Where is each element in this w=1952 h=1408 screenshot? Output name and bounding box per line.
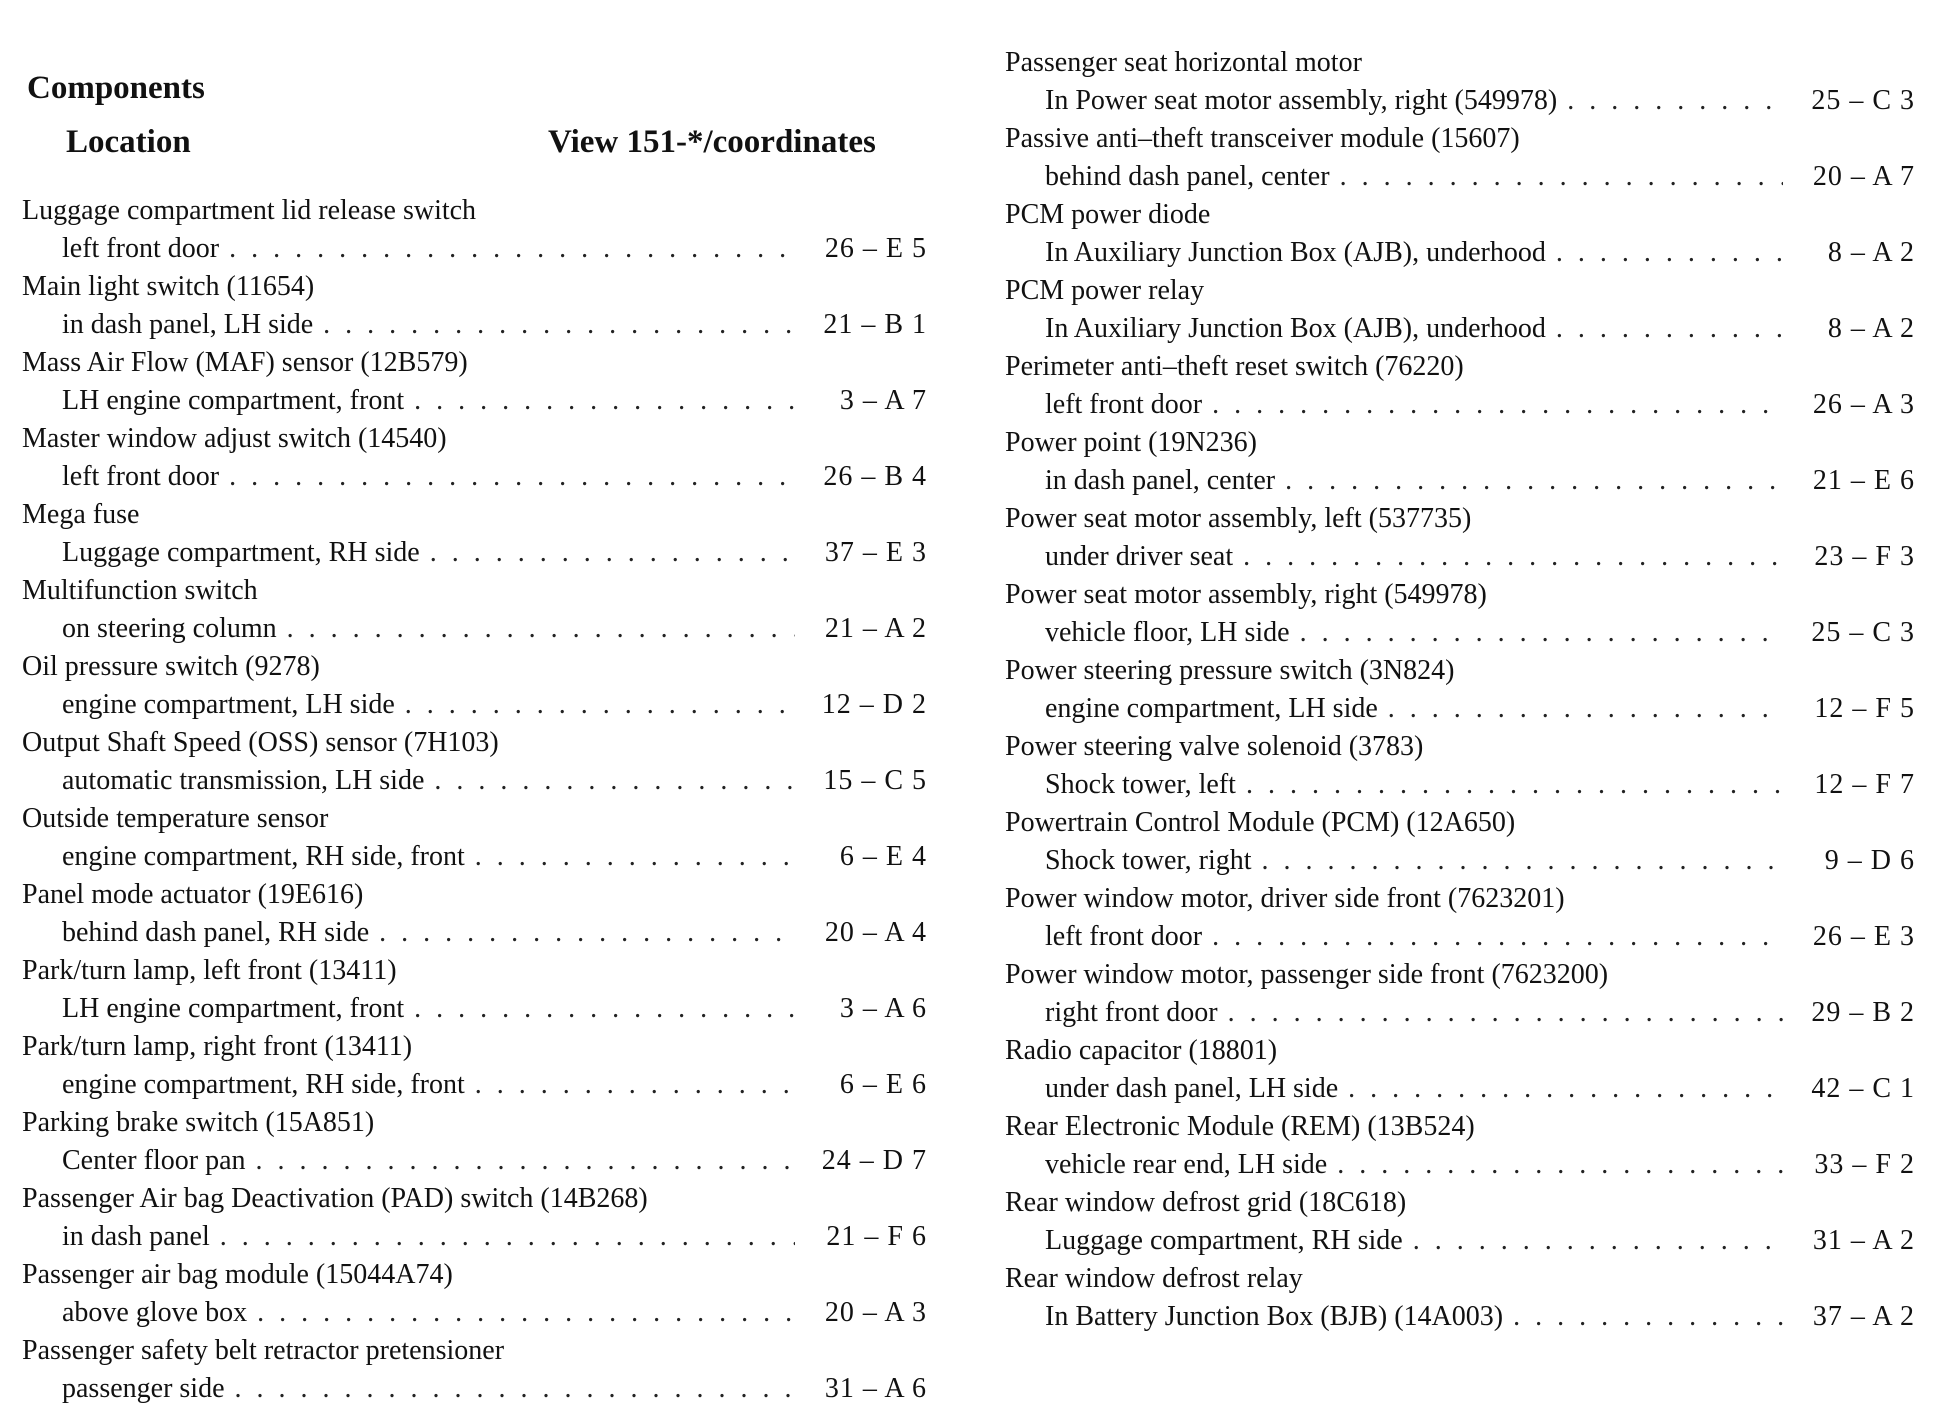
- dot-leader: [1228, 994, 1783, 1032]
- component-location: above glove box: [62, 1297, 248, 1328]
- component-entry: [1005, 44, 1915, 120]
- dot-leader: [1413, 1222, 1783, 1260]
- component-name: Power window motor, passenger side front (7623200): [1005, 959, 1609, 990]
- component-location: behind dash panel, RH side: [62, 917, 370, 948]
- view-coordinates: 42 – C 1: [1811, 1073, 1915, 1104]
- component-name: Perimeter anti–theft reset switch (76220): [1005, 351, 1464, 382]
- component-detail-row: [1005, 842, 1915, 880]
- component-detail-row: [22, 1294, 927, 1332]
- dot-leader: [414, 990, 795, 1028]
- component-entry: [22, 496, 927, 572]
- dot-leader: [1340, 158, 1783, 196]
- component-name: Passive anti–theft transceiver module (15607): [1005, 123, 1520, 154]
- view-coordinates: 26 – E 5: [824, 233, 927, 264]
- component-entry: [1005, 1108, 1915, 1184]
- location-column-header: Location: [66, 124, 191, 160]
- component-location: In Auxiliary Junction Box (AJB), underhood: [1045, 313, 1546, 344]
- dot-leader: [414, 382, 795, 420]
- view-coordinates: 29 – B 2: [1811, 997, 1915, 1028]
- component-detail-row: [1005, 386, 1915, 424]
- component-name: Multifunction switch: [22, 575, 258, 606]
- component-entry: [22, 1256, 927, 1332]
- component-location: under dash panel, LH side: [1045, 1073, 1339, 1104]
- component-location: vehicle rear end, LH side: [1045, 1149, 1328, 1180]
- component-detail-row: [22, 762, 927, 800]
- component-location: Shock tower, left: [1045, 769, 1236, 800]
- component-location: LH engine compartment, front: [62, 993, 405, 1024]
- dot-leader: [1243, 538, 1783, 576]
- component-location: engine compartment, LH side: [1045, 693, 1378, 724]
- view-coordinates: 21 – B 1: [823, 309, 927, 340]
- component-location: automatic transmission, LH side: [62, 765, 425, 796]
- dot-leader: [257, 1294, 795, 1332]
- component-entry: [1005, 120, 1915, 196]
- dot-leader: [287, 610, 795, 648]
- view-coordinates: 26 – B 4: [823, 461, 927, 492]
- component-location: vehicle floor, LH side: [1045, 617, 1290, 648]
- component-name: Output Shaft Speed (OSS) sensor (7H103): [22, 727, 499, 758]
- component-location: Shock tower, right: [1045, 845, 1252, 876]
- component-detail-row: [1005, 690, 1915, 728]
- view-coordinates: 12 – D 2: [821, 689, 927, 720]
- component-location: Luggage compartment, RH side: [62, 537, 420, 568]
- dot-leader: [379, 914, 795, 952]
- component-detail-row: [1005, 462, 1915, 500]
- component-name: Rear window defrost grid (18C618): [1005, 1187, 1407, 1218]
- dot-leader: [1337, 1146, 1783, 1184]
- component-location: on steering column: [62, 613, 277, 644]
- component-detail-row: [1005, 158, 1915, 196]
- dot-leader: [1348, 1070, 1783, 1108]
- component-name: Parking brake switch (15A851): [22, 1107, 375, 1138]
- component-detail-row: [22, 1142, 927, 1180]
- component-location: engine compartment, RH side, front: [62, 1069, 465, 1100]
- component-entry: [22, 648, 927, 724]
- view-coordinates: 25 – C 3: [1811, 617, 1915, 648]
- view-coordinates: 23 – F 3: [1814, 541, 1915, 572]
- component-detail-row: [22, 1066, 927, 1104]
- component-entry: [1005, 500, 1915, 576]
- component-name: Master window adjust switch (14540): [22, 423, 447, 454]
- component-detail-row: [1005, 1146, 1915, 1184]
- component-entry: [1005, 1032, 1915, 1108]
- component-entry: [1005, 956, 1915, 1032]
- component-location: right front door: [1045, 997, 1218, 1028]
- view-coordinates: 26 – A 3: [1812, 389, 1915, 420]
- component-detail-row: [1005, 234, 1915, 272]
- component-name: Power point (19N236): [1005, 427, 1257, 458]
- view-coordinates: 8 – A 2: [1827, 313, 1915, 344]
- component-entry: [22, 800, 927, 876]
- component-detail-row: [1005, 994, 1915, 1032]
- component-name: Park/turn lamp, left front (13411): [22, 955, 397, 986]
- component-entry: [22, 1332, 927, 1408]
- component-name: Power steering pressure switch (3N824): [1005, 655, 1455, 686]
- view-coordinates: 6 – E 4: [839, 841, 927, 872]
- component-entry: [22, 876, 927, 952]
- component-name: Power seat motor assembly, right (549978): [1005, 579, 1487, 610]
- component-entry: [1005, 652, 1915, 728]
- component-detail-row: [22, 686, 927, 724]
- component-name: Mass Air Flow (MAF) sensor (12B579): [22, 347, 468, 378]
- dot-leader: [475, 1066, 795, 1104]
- component-name: Main light switch (11654): [22, 271, 315, 302]
- component-detail-row: [22, 838, 927, 876]
- component-location: In Auxiliary Junction Box (AJB), underhood: [1045, 237, 1546, 268]
- component-detail-row: [22, 458, 927, 496]
- component-location: left front door: [62, 461, 220, 492]
- dot-leader: [323, 306, 795, 344]
- component-location: In Battery Junction Box (BJB) (14A003): [1045, 1301, 1504, 1332]
- component-detail-row: [22, 306, 927, 344]
- view-coordinates: 12 – F 5: [1814, 693, 1915, 724]
- component-entry: [22, 952, 927, 1028]
- component-location: left front door: [62, 233, 220, 264]
- component-name: Luggage compartment lid release switch: [22, 195, 477, 226]
- component-location: left front door: [1045, 921, 1203, 952]
- component-detail-row: [22, 1218, 927, 1256]
- dot-leader: [1556, 310, 1783, 348]
- page-title: Components: [27, 70, 205, 106]
- component-entry: [22, 268, 927, 344]
- component-location: passenger side: [62, 1373, 225, 1404]
- component-detail-row: [1005, 538, 1915, 576]
- component-name: Rear window defrost relay: [1005, 1263, 1303, 1294]
- view-coordinates: 8 – A 2: [1827, 237, 1915, 268]
- component-name: Outside temperature sensor: [22, 803, 329, 834]
- dot-leader: [235, 1370, 795, 1408]
- component-detail-row: [22, 534, 927, 572]
- component-detail-row: [1005, 1222, 1915, 1260]
- dot-leader: [1300, 614, 1783, 652]
- component-detail-row: [22, 610, 927, 648]
- component-entry: [22, 1104, 927, 1180]
- component-name: PCM power diode: [1005, 199, 1211, 230]
- view-coordinates: 3 – A 6: [839, 993, 927, 1024]
- component-detail-row: [22, 1370, 927, 1408]
- component-name: PCM power relay: [1005, 275, 1205, 306]
- dot-leader: [1285, 462, 1783, 500]
- dot-leader: [1388, 690, 1783, 728]
- dot-leader: [434, 762, 795, 800]
- view-coordinates: 6 – E 6: [839, 1069, 927, 1100]
- component-location: left front door: [1045, 389, 1203, 420]
- component-entry: [1005, 1184, 1915, 1260]
- component-detail-row: [1005, 1298, 1915, 1336]
- component-location: engine compartment, LH side: [62, 689, 395, 720]
- component-entry: [22, 1028, 927, 1104]
- component-name: Rear Electronic Module (REM) (13B524): [1005, 1111, 1475, 1142]
- view-coordinates: 33 – F 2: [1814, 1149, 1915, 1180]
- component-name: Panel mode actuator (19E616): [22, 879, 364, 910]
- view-coordinates: 20 – A 4: [824, 917, 927, 948]
- dot-leader: [1262, 842, 1783, 880]
- component-location: In Power seat motor assembly, right (549978): [1045, 85, 1558, 116]
- view-coordinates: 9 – D 6: [1824, 845, 1915, 876]
- component-name: Passenger air bag module (15044A74): [22, 1259, 453, 1290]
- view-coordinates: 3 – A 7: [839, 385, 927, 416]
- component-name: Power steering valve solenoid (3783): [1005, 731, 1424, 762]
- dot-leader: [430, 534, 795, 572]
- view-coordinates: 20 – A 7: [1812, 161, 1915, 192]
- component-name: Park/turn lamp, right front (13411): [22, 1031, 413, 1062]
- component-detail-row: [1005, 918, 1915, 956]
- view-coordinates: 24 – D 7: [821, 1145, 927, 1176]
- component-entry: [1005, 272, 1915, 348]
- component-entry: [22, 420, 927, 496]
- dot-leader: [1513, 1298, 1783, 1336]
- right-component-list: [1005, 44, 1915, 1336]
- component-location: engine compartment, RH side, front: [62, 841, 465, 872]
- dot-leader: [1556, 234, 1783, 272]
- dot-leader: [405, 686, 795, 724]
- view-coordinates: 31 – A 6: [824, 1373, 927, 1404]
- view-coordinates-column-header: View 151-*/coordinates: [548, 124, 876, 160]
- component-detail-row: [22, 914, 927, 952]
- component-detail-row: [1005, 766, 1915, 804]
- dot-leader: [475, 838, 795, 876]
- view-coordinates: 21 – A 2: [824, 613, 927, 644]
- dot-leader: [1246, 766, 1783, 804]
- component-entry: [22, 192, 927, 268]
- dot-leader: [1212, 918, 1783, 956]
- view-coordinates: 21 – E 6: [1812, 465, 1915, 496]
- view-coordinates: 12 – F 7: [1814, 769, 1915, 800]
- component-entry: [22, 724, 927, 800]
- component-detail-row: [22, 382, 927, 420]
- component-entry: [1005, 348, 1915, 424]
- left-component-list: [22, 192, 927, 1408]
- dot-leader: [256, 1142, 796, 1180]
- component-detail-row: [22, 990, 927, 1028]
- component-detail-row: [1005, 1070, 1915, 1108]
- component-location: Luggage compartment, RH side: [1045, 1225, 1403, 1256]
- view-coordinates: 37 – A 2: [1812, 1301, 1915, 1332]
- component-entry: [1005, 576, 1915, 652]
- component-entry: [1005, 1260, 1915, 1336]
- component-detail-row: [1005, 82, 1915, 120]
- component-name: Power seat motor assembly, left (537735): [1005, 503, 1472, 534]
- view-coordinates: 20 – A 3: [824, 1297, 927, 1328]
- component-name: Passenger Air bag Deactivation (PAD) switch (14B268): [22, 1183, 648, 1214]
- component-location: in dash panel: [62, 1221, 210, 1252]
- dot-leader: [1567, 82, 1783, 120]
- component-location: in dash panel, LH side: [62, 309, 314, 340]
- view-coordinates: 25 – C 3: [1811, 85, 1915, 116]
- component-entry: [1005, 728, 1915, 804]
- component-entry: [1005, 196, 1915, 272]
- component-entry: [22, 344, 927, 420]
- component-entry: [22, 1180, 927, 1256]
- view-coordinates: 31 – A 2: [1812, 1225, 1915, 1256]
- component-name: Power window motor, driver side front (7623201): [1005, 883, 1565, 914]
- component-name: Oil pressure switch (9278): [22, 651, 320, 682]
- dot-leader: [1212, 386, 1783, 424]
- component-entry: [1005, 804, 1915, 880]
- component-location: LH engine compartment, front: [62, 385, 405, 416]
- view-coordinates: 21 – F 6: [826, 1221, 927, 1252]
- component-location: in dash panel, center: [1045, 465, 1276, 496]
- component-location: under driver seat: [1045, 541, 1234, 572]
- component-location: Center floor pan: [62, 1145, 246, 1176]
- component-name: Radio capacitor (18801): [1005, 1035, 1278, 1066]
- component-location: behind dash panel, center: [1045, 161, 1330, 192]
- component-name: Passenger safety belt retractor pretensioner: [22, 1335, 505, 1366]
- dot-leader: [220, 1218, 795, 1256]
- component-entry: [1005, 424, 1915, 500]
- component-detail-row: [1005, 310, 1915, 348]
- component-name: Passenger seat horizontal motor: [1005, 47, 1362, 78]
- component-entry: [1005, 880, 1915, 956]
- view-coordinates: 26 – E 3: [1812, 921, 1915, 952]
- component-entry: [22, 572, 927, 648]
- dot-leader: [229, 458, 795, 496]
- dot-leader: [229, 230, 795, 268]
- component-detail-row: [22, 230, 927, 268]
- component-name: Powertrain Control Module (PCM) (12A650): [1005, 807, 1516, 838]
- component-detail-row: [1005, 614, 1915, 652]
- view-coordinates: 37 – E 3: [824, 537, 927, 568]
- view-coordinates: 15 – C 5: [823, 765, 927, 796]
- component-name: Mega fuse: [22, 499, 140, 530]
